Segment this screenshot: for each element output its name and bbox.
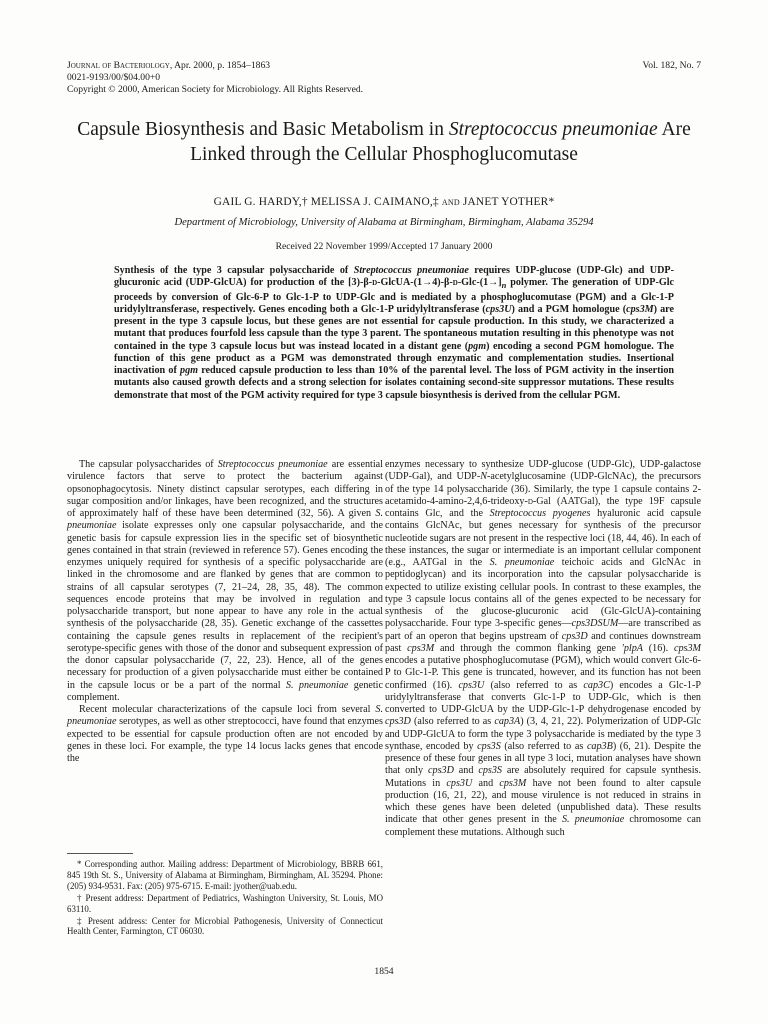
author-list <box>67 196 701 208</box>
affiliation: Department of Microbiology, University of Alabama at Birmingham, Birmingham, Alabama 35294 <box>174 217 594 228</box>
authors-1: GAIL G. HARDY,† MELISSA J. CAIMANO,‡ <box>213 196 442 208</box>
article-title <box>67 118 701 167</box>
page-number: 1854 <box>374 966 394 977</box>
footnote-corresponding-author: * Corresponding author. Mailing address: Department of Microbiology, BBRB 661, 845 19th St. S., University of Alabama at Birmingham, Birmingham, AL 35294. Phone: (205) 934-9531. Fax: (205) 975-6715. E-mail: jyother@uab.edu. <box>67 859 383 891</box>
title-text-1: Capsule Biosynthesis and Basic Metabolism in <box>77 119 449 140</box>
footnote-divider <box>67 853 133 854</box>
body-column-right <box>385 459 701 839</box>
received-dates: Received 22 November 1999/Accepted 17 January 2000 <box>275 241 493 252</box>
paragraph-intro-1: The capsular polysaccharides of Streptococcus pneumoniae are essential virulence factors that serve to protect the bacterium against opsonophagocytosis. Ninety distinct capsular serotypes, each differing in sugar composition and/or linkages, have been recognized, and the structures of approximately half of these have been determined (32, 56). A given S. pneumoniae isolate expresses only one capsular polysaccharide, and the genetic basis for capsule expression lies in the specific set of biosynthetic genes contained in that strain (reviewed in reference 57). Genes encoding the enzymes uniquely required for synthesis of a specific polysaccharide are linked in the chromosome and are flanked by genes that are common to strains of all capsular serotypes (7, 21–24, 28, 35, 48). The common sequences encode proteins that may be involved in regulation and polysaccharide transport, but none appear to have any role in the actual synthesis of the polysaccharide (28, 35). Genetic exchange of the cassettes containing the capsule genes results in replacement of the recipient's serotype-specific genes with those of the donor and subsequent expression of the donor capsular polysaccharide (7, 22, 23). Hence, all of the genes necessary for production of a given polysaccharide must either be contained in the capsule locus or be a part of the normal S. pneumoniae genetic complement. <box>67 459 383 703</box>
footnote-present-address-2: ‡ Present address: Center for Microbial Pathogenesis, University of Connecticut Health Center, Farmington, CT 06030. <box>67 915 383 937</box>
journal-name: Journal of Bacteriology <box>67 60 170 71</box>
journal-citation <box>67 60 363 72</box>
authors-2: JANET YOTHER* <box>459 196 555 208</box>
paragraph-intro-2: Recent molecular characterizations of the capsule loci from several S. pneumoniae serotypes, as well as other streptococci, have found that enzymes expected to be essential for capsule production often are not encoded by genes in these loci. For example, the type 14 locus lacks genes that encode the <box>67 704 383 764</box>
footnotes <box>67 853 383 938</box>
title-species: Streptococcus pneumoniae <box>448 119 658 140</box>
volume-number: Vol. 182, No. 7 <box>642 60 701 71</box>
authors-and: and <box>441 196 460 208</box>
issn: 0021-9193/00/$04.00+0 <box>67 71 161 83</box>
title-text-2: Are Linked through the Cellular Phosphoglucomutase <box>190 119 691 165</box>
footnote-present-address-1: † Present address: Department of Pediatrics, Washington University, St. Louis, MO 63110. <box>67 892 383 914</box>
paragraph-intro-continued: enzymes necessary to synthesize UDP-glucose (UDP-Glc), UDP-galactose (UDP-Gal), and UDP-N-acetylglucosamine (UDP-GlcNAc), the precursors of the type 14 polysaccharide (36). Similarly, the type 1 capsule contains 2-acetamido-4-amino-2,4,6-trideoxy-d-Gal (AATGal), the type 19F capsule contains Glc, and the Streptococcus pyogenes hyaluronic acid capsule contains GlcNAc, but genes necessary for synthesis of the precursor nucleotide sugars are not present in the respective loci (18, 44, 46). In each of these instances, the sugar or intermediate is an important cellular component (e.g., AATGal in the S. pneumoniae teichoic acids and GlcNAc in peptidoglycan) and its incorporation into the capsular polysaccharide is expected to utilize existing cellular pools. In contrast to these examples, the type 3 capsule locus contains all of the genes expected to be necessary for synthesis of the glucose-glucuronic acid (Glc-GlcUA)-containing polysaccharide. Four type 3-specific genes—cps3DSUM—are transcribed as part of an operon that begins upstream of cps3D and continues downstream past cps3M and through the common flanking gene ′plpA (16). cps3M encodes a putative phosphoglucomutase (PGM), which would convert Glc-6-P to Glc-1-P. This gene is truncated, however, and its function has not been confirmed (16). cps3U (also referred to as cap3C) encodes a Glc-1-P uridylyltransferase that converts Glc-1-P to UDP-Glc, which is then converted to UDP-GlcUA by the UDP-Glc-1-P dehydrogenase encoded by cps3D (also referred to as cap3A) (3, 4, 21, 22). Polymerization of UDP-Glc and UDP-GlcUA to form the type 3 polysaccharide is mediated by the type 3 synthase, encoded by cps3S (also referred to as cap3B) (6, 21). Despite the presence of these four genes in all type 3 loci, mutation analyses have shown that only cps3D and cps3S are absolutely required for capsule synthesis. Mutations in cps3U and cps3M have not been found to alter capsule production (16, 21, 22), and mouse virulence is not reduced in strains in which these genes have been deleted (unpublished data). These results indicate that other genes present in the S. pneumoniae chromosome can complement these mutations. Although such <box>385 459 701 838</box>
copyright: Copyright © 2000, American Society for Microbiology. All Rights Reserved. <box>67 83 364 95</box>
body-column-left <box>67 459 383 765</box>
journal-header <box>67 60 363 95</box>
journal-date-pages: , Apr. 2000, p. 1854–1863 <box>169 60 271 71</box>
abstract: Synthesis of the type 3 capsular polysaccharide of Streptococcus pneumoniae requires UDP-glucose (UDP-Glc) and UDP-glucuronic acid (UDP-GlcUA) for production of the $[3)-\beta-d-GlcUA-(1\to 4)-\beta-d-Glc-(1\to]_n$ polymer. The generation of UDP-Glc proceeds by conversion of Glc-6-P to Glc-1-P to UDP-Glc and is mediated by a phosphoglucomutase (PGM) and a Glc-1-P uridylyltransferase, respectively. Genes encoding both a Glc-1-P uridylyltransferase (cps3U) and a PGM homologue (cps3M) are present in the type 3 capsule locus, but these genes are not essential for capsule production. In this study, we characterized a mutant that produces fourfold less capsule than the type 3 parent. The spontaneous mutation resulting in this phenotype was not contained in the type 3 capsule locus but was instead located in a distant gene (pgm) encoding a second PGM homologue. The function of this gene product as a PGM was demonstrated through enzymatic and complementation studies. Insertional inactivation of pgm reduced capsule production to less than 10% of the parental level. The loss of PGM activity in the insertion mutants also caused growth defects and a strong selection for isolates containing second-site suppressor mutations. These results demonstrate that most of the PGM activity required for type 3 capsule biosynthesis is derived from the cellular PGM. <box>114 265 675 401</box>
